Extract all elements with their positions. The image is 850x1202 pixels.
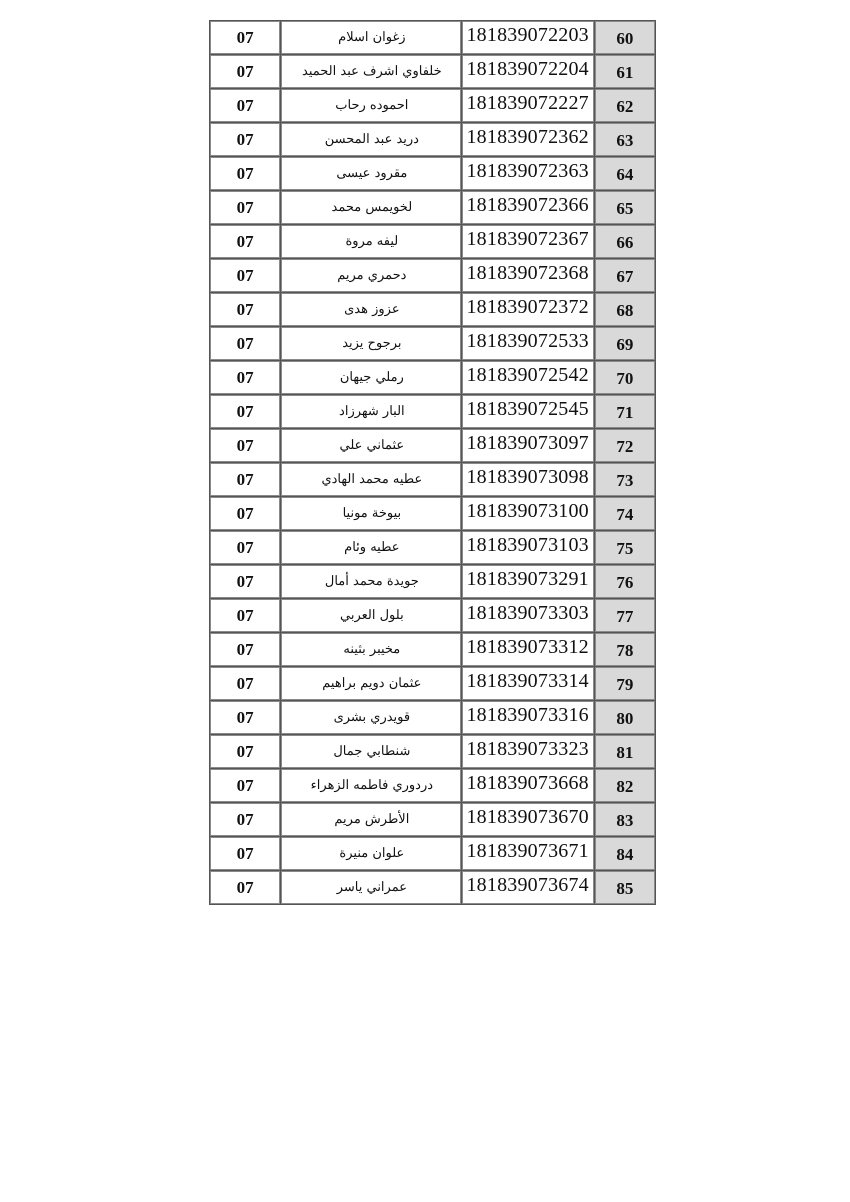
registration-number-cell: 181839073291 [462,565,595,599]
results-table-body [210,21,656,905]
grade-cell: 07 [210,803,281,837]
row-index-cell: 61 [595,55,656,89]
registration-number-cell: 181839073671 [462,837,595,871]
grade-cell: 07 [210,633,281,667]
name-cell: عطيه محمد الهادي [281,463,461,497]
registration-number-cell: 181839073670 [462,803,595,837]
grade-cell: 07 [210,123,281,157]
row-index-cell: 75 [595,531,656,565]
table-row [210,871,656,905]
grade-cell: 07 [210,871,281,905]
name-cell: خلفاوي اشرف عبد الحميد [281,55,461,89]
row-index-cell: 66 [595,225,656,259]
registration-number-cell: 181839072204 [462,55,595,89]
grade-cell: 07 [210,21,281,55]
row-index-cell: 72 [595,429,656,463]
name-cell: احموده رحاب [281,89,461,123]
table-row [210,89,656,123]
name-cell: عمراني ياسر [281,871,461,905]
grade-cell: 07 [210,463,281,497]
grade-cell: 07 [210,55,281,89]
table-row [210,701,656,735]
table-row [210,633,656,667]
table-row [210,429,656,463]
name-cell: بلول العربي [281,599,461,633]
table-row [210,361,656,395]
grade-cell: 07 [210,225,281,259]
registration-number-cell: 181839072227 [462,89,595,123]
name-cell: الأطرش مريم [281,803,461,837]
row-index-cell: 81 [595,735,656,769]
name-cell: برجوح يزيد [281,327,461,361]
name-cell: علوان منيرة [281,837,461,871]
table-row [210,803,656,837]
table-row [210,463,656,497]
table-row [210,157,656,191]
grade-cell: 07 [210,667,281,701]
row-index-cell: 76 [595,565,656,599]
row-index-cell: 83 [595,803,656,837]
row-index-cell: 62 [595,89,656,123]
registration-number-cell: 181839073100 [462,497,595,531]
row-index-cell: 64 [595,157,656,191]
table-row [210,293,656,327]
grade-cell: 07 [210,837,281,871]
registration-number-cell: 181839072363 [462,157,595,191]
table-row [210,735,656,769]
name-cell: عزوز هدى [281,293,461,327]
name-cell: قويدري بشرى [281,701,461,735]
table-row [210,55,656,89]
table-row [210,327,656,361]
row-index-cell: 65 [595,191,656,225]
table-row [210,191,656,225]
name-cell: زغوان اسلام [281,21,461,55]
table-row [210,769,656,803]
grade-cell: 07 [210,769,281,803]
grade-cell: 07 [210,701,281,735]
table-row [210,599,656,633]
results-table [209,20,656,905]
table-row [210,395,656,429]
row-index-cell: 74 [595,497,656,531]
name-cell: بيوخة مونيا [281,497,461,531]
registration-number-cell: 181839072368 [462,259,595,293]
registration-number-cell: 181839073103 [462,531,595,565]
name-cell: شنطابي جمال [281,735,461,769]
name-cell: جويدة محمد أمال [281,565,461,599]
name-cell: رملي جيهان [281,361,461,395]
grade-cell: 07 [210,565,281,599]
row-index-cell: 67 [595,259,656,293]
registration-number-cell: 181839072372 [462,293,595,327]
table-row [210,21,656,55]
grade-cell: 07 [210,191,281,225]
name-cell: عثماني علي [281,429,461,463]
registration-number-cell: 181839073098 [462,463,595,497]
registration-number-cell: 181839073097 [462,429,595,463]
table-row [210,565,656,599]
registration-number-cell: 181839072203 [462,21,595,55]
grade-cell: 07 [210,599,281,633]
row-index-cell: 63 [595,123,656,157]
grade-cell: 07 [210,89,281,123]
results-sheet [209,20,656,905]
row-index-cell: 84 [595,837,656,871]
registration-number-cell: 181839073323 [462,735,595,769]
registration-number-cell: 181839072533 [462,327,595,361]
grade-cell: 07 [210,531,281,565]
name-cell: دحمري مريم [281,259,461,293]
row-index-cell: 73 [595,463,656,497]
row-index-cell: 71 [595,395,656,429]
table-row [210,259,656,293]
registration-number-cell: 181839073668 [462,769,595,803]
registration-number-cell: 181839073314 [462,667,595,701]
row-index-cell: 85 [595,871,656,905]
name-cell: دريد عبد المحسن [281,123,461,157]
registration-number-cell: 181839073674 [462,871,595,905]
name-cell: مقرود عيسى [281,157,461,191]
grade-cell: 07 [210,735,281,769]
table-row [210,667,656,701]
name-cell: دردوري فاطمه الزهراء [281,769,461,803]
grade-cell: 07 [210,327,281,361]
name-cell: عثمان دويم براهيم [281,667,461,701]
registration-number-cell: 181839073312 [462,633,595,667]
row-index-cell: 69 [595,327,656,361]
table-row [210,225,656,259]
row-index-cell: 82 [595,769,656,803]
table-row [210,837,656,871]
grade-cell: 07 [210,259,281,293]
row-index-cell: 77 [595,599,656,633]
name-cell: مخيبر بثينه [281,633,461,667]
registration-number-cell: 181839072367 [462,225,595,259]
grade-cell: 07 [210,293,281,327]
name-cell: البار شهرزاد [281,395,461,429]
table-row [210,123,656,157]
grade-cell: 07 [210,429,281,463]
row-index-cell: 68 [595,293,656,327]
registration-number-cell: 181839072542 [462,361,595,395]
registration-number-cell: 181839073303 [462,599,595,633]
table-row [210,531,656,565]
registration-number-cell: 181839072545 [462,395,595,429]
grade-cell: 07 [210,361,281,395]
row-index-cell: 70 [595,361,656,395]
row-index-cell: 78 [595,633,656,667]
name-cell: لخويمس محمد [281,191,461,225]
name-cell: ليفه مروة [281,225,461,259]
registration-number-cell: 181839072366 [462,191,595,225]
name-cell: عطيه وئام [281,531,461,565]
grade-cell: 07 [210,157,281,191]
row-index-cell: 79 [595,667,656,701]
table-row [210,497,656,531]
grade-cell: 07 [210,395,281,429]
registration-number-cell: 181839072362 [462,123,595,157]
row-index-cell: 60 [595,21,656,55]
registration-number-cell: 181839073316 [462,701,595,735]
grade-cell: 07 [210,497,281,531]
row-index-cell: 80 [595,701,656,735]
